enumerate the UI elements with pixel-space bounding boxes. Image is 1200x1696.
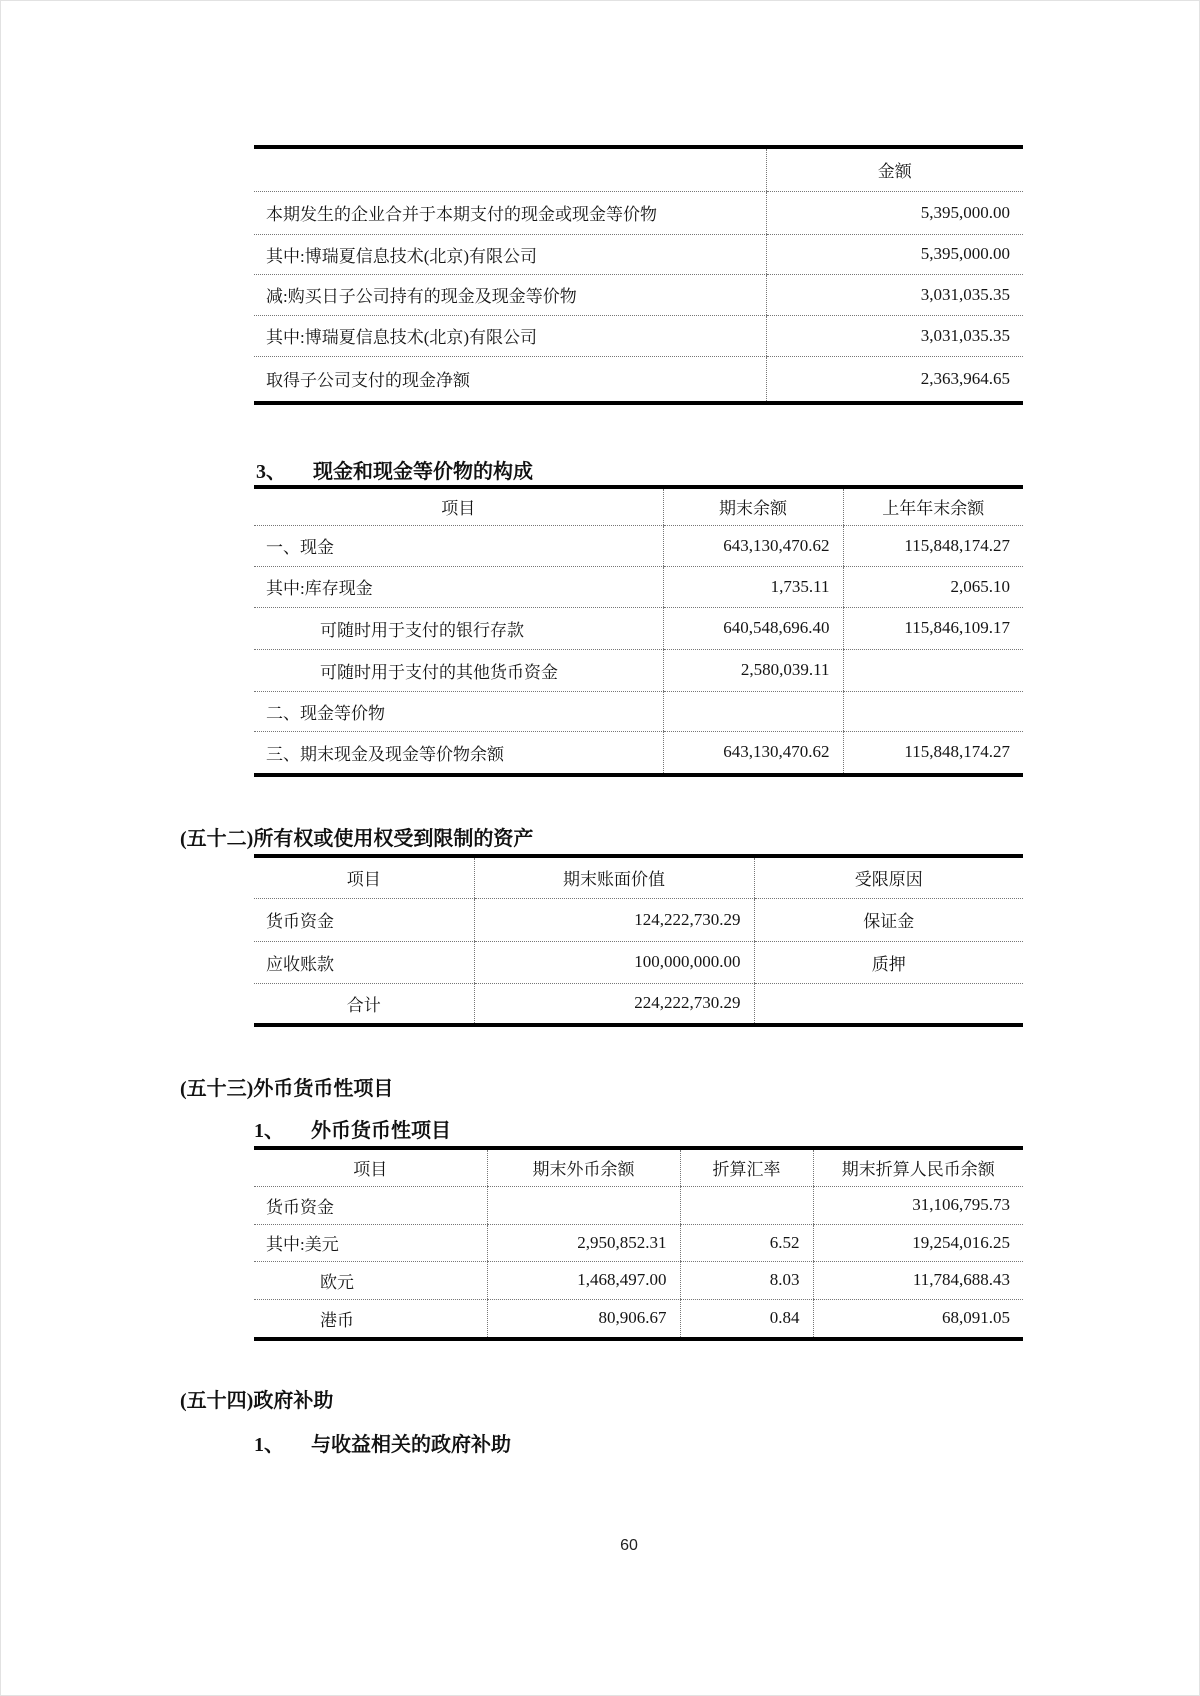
subsection-heading-foreign-currency-items xyxy=(254,1118,451,1144)
table-row xyxy=(254,607,1023,649)
row-exchange-rate: 8.03 xyxy=(680,1261,813,1299)
table-row xyxy=(254,356,1023,403)
row-restriction-reason: 质押 xyxy=(754,941,1023,983)
empty-header-cell xyxy=(254,147,766,191)
row-book-value: 124,222,730.29 xyxy=(474,898,754,941)
row-amount: 5,395,000.00 xyxy=(766,191,1023,234)
table-row xyxy=(254,234,1023,274)
row-ending-balance: 1,735.11 xyxy=(663,566,843,607)
table-header-row xyxy=(254,1148,1023,1186)
table-row xyxy=(254,525,1023,566)
exchange-rate-header: 折算汇率 xyxy=(680,1148,813,1186)
row-ending-balance: 643,130,470.62 xyxy=(663,731,843,775)
row-book-value: 100,000,000.00 xyxy=(474,941,754,983)
section-heading-foreign-currency: (五十三)外币货币性项目 xyxy=(180,1078,394,1100)
row-label: 港币 xyxy=(254,1299,487,1339)
table-row xyxy=(254,731,1023,775)
rmb-balance-header: 期末折算人民币余额 xyxy=(813,1148,1023,1186)
row-label: 其中:博瑞夏信息技术(北京)有限公司 xyxy=(254,234,766,274)
row-amount: 3,031,035.35 xyxy=(766,315,1023,356)
row-label: 其中:博瑞夏信息技术(北京)有限公司 xyxy=(254,315,766,356)
book-value-header: 期末账面价值 xyxy=(474,856,754,898)
row-exchange-rate: 0.84 xyxy=(680,1299,813,1339)
row-exchange-rate xyxy=(680,1186,813,1224)
row-label: 应收账款 xyxy=(254,941,474,983)
row-label: 可随时用于支付的其他货币资金 xyxy=(254,649,663,691)
subsection-title: 与收益相关的政府补助 xyxy=(311,1434,511,1456)
table-row xyxy=(254,1186,1023,1224)
row-restriction-reason: 保证金 xyxy=(754,898,1023,941)
row-rmb-balance: 68,091.05 xyxy=(813,1299,1023,1339)
row-label: 二、现金等价物 xyxy=(254,691,663,731)
row-exchange-rate: 6.52 xyxy=(680,1224,813,1261)
row-label: 取得子公司支付的现金净额 xyxy=(254,356,766,403)
amount-header: 金额 xyxy=(766,147,1023,191)
merger-cash-table xyxy=(254,145,1023,405)
row-label: 可随时用于支付的银行存款 xyxy=(254,607,663,649)
row-ending-balance xyxy=(663,691,843,731)
table-row xyxy=(254,566,1023,607)
item-header: 项目 xyxy=(254,487,663,525)
table-row xyxy=(254,274,1023,315)
restriction-reason-header: 受限原因 xyxy=(754,856,1023,898)
page-number: 60 xyxy=(620,1537,638,1554)
total-restriction-reason xyxy=(754,983,1023,1025)
table-row xyxy=(254,898,1023,941)
row-label: 三、期末现金及现金等价物余额 xyxy=(254,731,663,775)
row-label: 货币资金 xyxy=(254,898,474,941)
table-row xyxy=(254,941,1023,983)
row-ending-balance: 643,130,470.62 xyxy=(663,525,843,566)
row-ending-balance: 2,580,039.11 xyxy=(663,649,843,691)
total-row-label: 合计 xyxy=(254,983,474,1025)
row-rmb-balance: 31,106,795.73 xyxy=(813,1186,1023,1224)
section-heading-cash-composition xyxy=(256,459,533,485)
cash-composition-table xyxy=(254,485,1023,777)
table-row xyxy=(254,983,1023,1025)
restricted-assets-table xyxy=(254,854,1023,1027)
row-amount: 3,031,035.35 xyxy=(766,274,1023,315)
table-row xyxy=(254,1299,1023,1339)
row-prior-balance xyxy=(843,691,1023,731)
table-row xyxy=(254,691,1023,731)
item-header: 项目 xyxy=(254,1148,487,1186)
row-prior-balance xyxy=(843,649,1023,691)
prior-year-header: 上年年末余额 xyxy=(843,487,1023,525)
section-number: 3、 xyxy=(256,461,286,483)
row-amount: 5,395,000.00 xyxy=(766,234,1023,274)
table-header-row xyxy=(254,487,1023,525)
table-row xyxy=(254,649,1023,691)
table-header-row xyxy=(254,856,1023,898)
subsection-heading-income-related-grants xyxy=(254,1432,511,1458)
row-label: 一、现金 xyxy=(254,525,663,566)
section-heading-restricted-assets: (五十二)所有权或使用权受到限制的资产 xyxy=(180,828,534,850)
section-title: 现金和现金等价物的构成 xyxy=(313,461,533,483)
row-foreign-balance xyxy=(487,1186,680,1224)
subsection-number: 1、 xyxy=(254,1434,284,1456)
table-row xyxy=(254,1224,1023,1261)
table-header-row xyxy=(254,147,1023,191)
row-label: 其中:美元 xyxy=(254,1224,487,1261)
row-foreign-balance: 2,950,852.31 xyxy=(487,1224,680,1261)
section-heading-government-grants: (五十四)政府补助 xyxy=(180,1390,334,1412)
row-rmb-balance: 11,784,688.43 xyxy=(813,1261,1023,1299)
row-amount: 2,363,964.65 xyxy=(766,356,1023,403)
row-label: 货币资金 xyxy=(254,1186,487,1224)
table-row xyxy=(254,1261,1023,1299)
row-prior-balance: 115,846,109.17 xyxy=(843,607,1023,649)
ending-balance-header: 期末余额 xyxy=(663,487,843,525)
row-label: 减:购买日子公司持有的现金及现金等价物 xyxy=(254,274,766,315)
subsection-title: 外币货币性项目 xyxy=(311,1120,451,1142)
item-header: 项目 xyxy=(254,856,474,898)
subsection-number: 1、 xyxy=(254,1120,284,1142)
row-label: 其中:库存现金 xyxy=(254,566,663,607)
row-prior-balance: 115,848,174.27 xyxy=(843,525,1023,566)
row-prior-balance: 115,848,174.27 xyxy=(843,731,1023,775)
row-prior-balance: 2,065.10 xyxy=(843,566,1023,607)
row-foreign-balance: 80,906.67 xyxy=(487,1299,680,1339)
row-rmb-balance: 19,254,016.25 xyxy=(813,1224,1023,1261)
row-label: 欧元 xyxy=(254,1261,487,1299)
foreign-balance-header: 期末外币余额 xyxy=(487,1148,680,1186)
row-foreign-balance: 1,468,497.00 xyxy=(487,1261,680,1299)
row-label: 本期发生的企业合并于本期支付的现金或现金等价物 xyxy=(254,191,766,234)
foreign-currency-table xyxy=(254,1146,1023,1341)
table-row xyxy=(254,191,1023,234)
row-ending-balance: 640,548,696.40 xyxy=(663,607,843,649)
total-book-value: 224,222,730.29 xyxy=(474,983,754,1025)
table-row xyxy=(254,315,1023,356)
